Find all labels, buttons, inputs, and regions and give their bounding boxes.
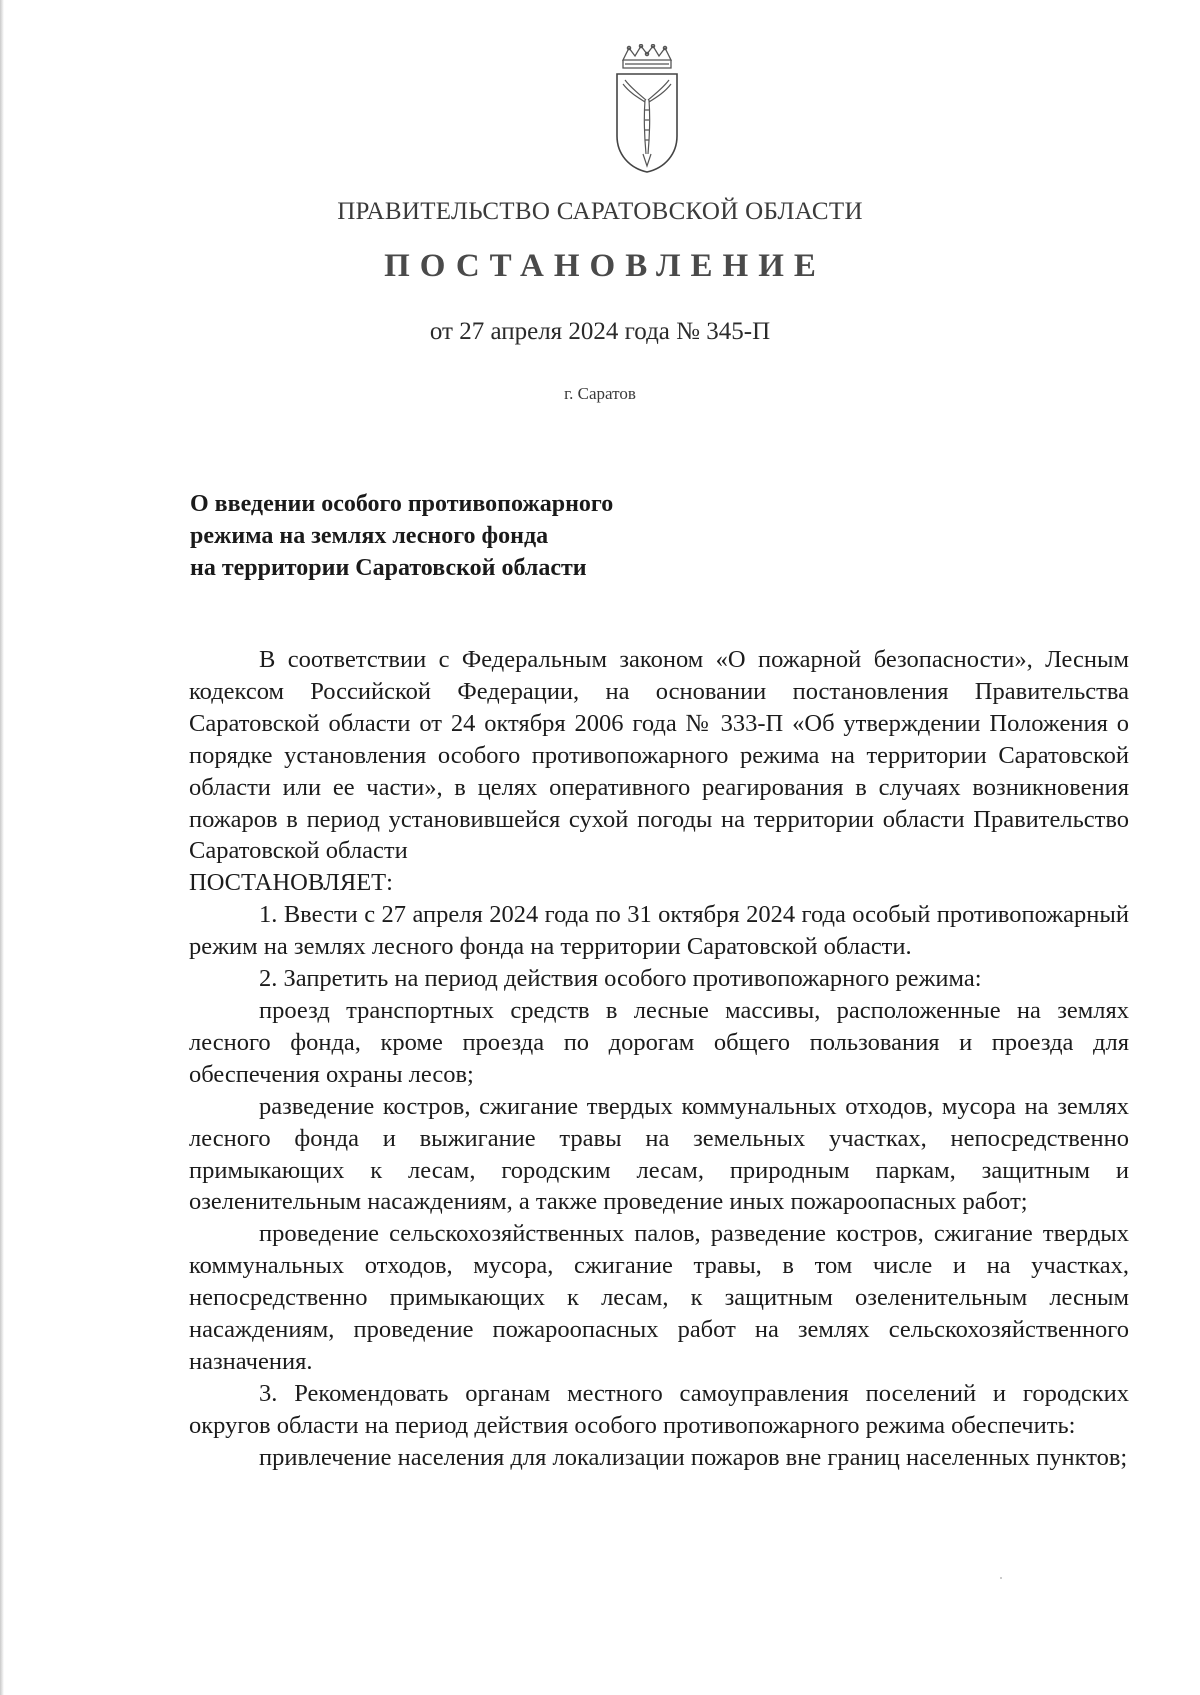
government-name: ПРАВИТЕЛЬСТВО САРАТОВСКОЙ ОБЛАСТИ — [337, 198, 863, 225]
document-subject — [190, 488, 750, 584]
resolves-heading: ПОСТАНОВЛЯЕТ: — [189, 869, 393, 897]
saratov-region-coat-of-arms-icon — [609, 44, 685, 174]
clause-1: 1. Ввести с 27 апреля 2024 года по 31 октября 2024 года особый противопожарный режим на землях лесного фонда на территории Саратовской области. — [189, 901, 1129, 961]
document-body — [189, 644, 1129, 1474]
clause-3: 3. Рекомендовать органам местного самоуправления поселений и городских округов области на период действия особого противопожарного режима обеспечить: — [189, 1379, 1129, 1439]
clause-2-item: проведение сельскохозяйственных палов, разведение костров, сжигание твердых коммунальных отходов, мусора, сжигание травы, в том числе и на участках, непосредственно примыкающих к лесам, к защитным озеленительным лесным насаждениям, проведение пожароопасных работ на землях сельскохозяйственного назначения. — [189, 1220, 1129, 1375]
document-date-number: от 27 апреля 2024 года № 345-П — [429, 318, 771, 345]
clause-2: 2. Запретить на период действия особого противопожарного режима: — [259, 965, 982, 993]
clause-2-item: проезд транспортных средств в лесные массивы, расположенные на землях лесного фонда, кроме проезда по дорогам общего пользования и проезда для обеспечения охраны лесов; — [189, 996, 1129, 1088]
scan-speck — [1000, 1577, 1002, 1579]
preamble-paragraph: В соответствии с Федеральным законом «О пожарной безопасности», Лесным кодексом Российской Федерации, на основании постановления Правительства Саратовской области от 24 октября 2006 года № 333-П «Об утверждении Положения о порядке установления особого противопожарного режима на территории Саратовской области или ее части», в целях оперативного реагирования в случаях возникновения пожаров в период установившейся сухой погоды на территории области Правительство Саратовской области — [189, 646, 1129, 865]
document-type-title: ПОСТАНОВЛЕНИЕ — [384, 248, 826, 284]
document-city: г. Саратов — [564, 384, 636, 403]
clause-2-item: разведение костров, сжигание твердых коммунальных отходов, мусора на землях лесного фонда и выжигание травы на земельных участках, непосредственно примыкающих к лесам, городским лесам, природным паркам, защитным и озеленительным насаждениям, а также проведение иных пожароопасных работ; — [189, 1092, 1129, 1216]
subject-line: на территории Саратовской области — [190, 555, 587, 581]
subject-line: режима на землях лесного фонда — [190, 523, 549, 549]
subject-line: О введении особого противопожарного — [190, 491, 614, 517]
clause-3-item: привлечение населения для локализации пожаров вне границ населенных пунктов; — [259, 1443, 1128, 1471]
